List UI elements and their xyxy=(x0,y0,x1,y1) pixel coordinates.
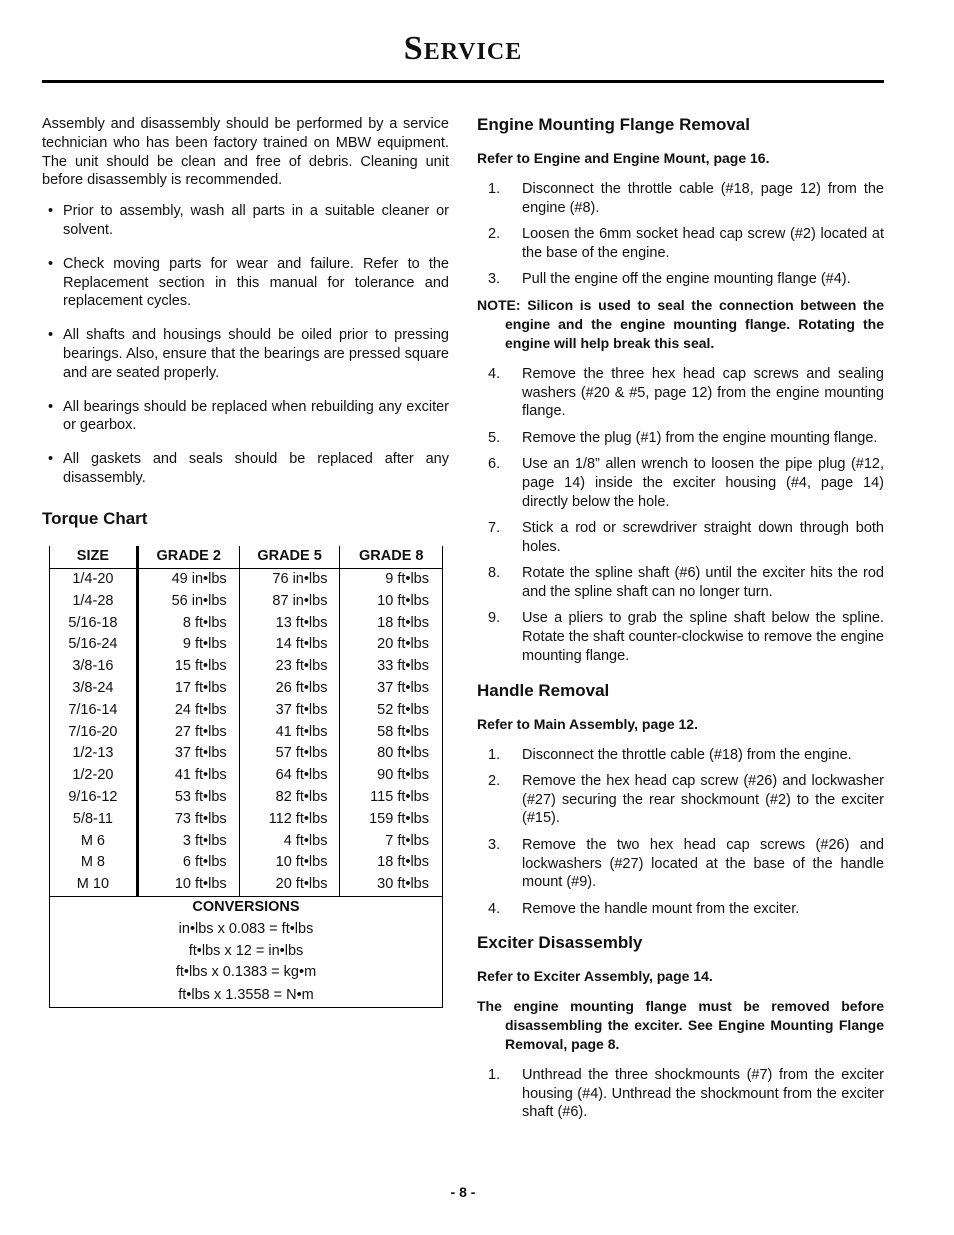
bullet-item xyxy=(42,255,449,311)
flange-reference: Refer to Engine and Engine Mount, page 16. xyxy=(477,150,770,166)
torque-row xyxy=(50,591,443,613)
size-cell: M 10 xyxy=(50,874,138,896)
torque-row xyxy=(50,569,443,591)
grade8-cell: 90 ft•lbs xyxy=(340,765,443,787)
grade2-cell: 9 ft•lbs xyxy=(137,634,239,656)
grade5-cell: 14 ft•lbs xyxy=(239,634,340,656)
size-cell: 7/16-14 xyxy=(50,700,138,722)
handle-step xyxy=(477,746,884,765)
bullet-item xyxy=(42,398,449,436)
grade2-cell: 10 ft•lbs xyxy=(137,874,239,896)
flange-step xyxy=(477,180,884,218)
bullet-item xyxy=(42,202,449,240)
step-number: 4. xyxy=(488,365,501,382)
step-text: Loosen the 6mm socket head cap screw (#2) located at the base of the engine. xyxy=(522,226,884,261)
prep-bullet-list xyxy=(42,202,449,488)
step-number: 8. xyxy=(488,565,501,582)
step-number: 1. xyxy=(488,746,501,763)
size-cell: 3/8-24 xyxy=(50,678,138,700)
grade2-cell: 56 in•lbs xyxy=(137,591,239,613)
torque-row xyxy=(50,787,443,809)
torque-row xyxy=(50,852,443,874)
step-text: Disconnect the throttle cable (#18, page 12) from the engine (#8). xyxy=(522,181,884,216)
conversion-row xyxy=(50,919,443,941)
size-cell: 1/2-13 xyxy=(50,743,138,765)
grade8-cell: 20 ft•lbs xyxy=(340,634,443,656)
step-text: Use an 1/8” allen wrench to loosen the pipe plug (#12, page 14) inside the exciter housing (#4, page 14) directly below the hole. xyxy=(522,456,884,510)
bullet-text: All gaskets and seals should be replaced after any disassembly. xyxy=(63,451,449,486)
right-column xyxy=(477,114,884,1130)
flange-steps-a xyxy=(477,180,884,289)
grade2-cell: 3 ft•lbs xyxy=(137,831,239,853)
torque-row xyxy=(50,700,443,722)
grade2-cell: 49 in•lbs xyxy=(137,569,239,591)
grade5-cell: 112 ft•lbs xyxy=(239,809,340,831)
grade8-cell: 7 ft•lbs xyxy=(340,831,443,853)
grade8-cell: 18 ft•lbs xyxy=(340,613,443,635)
bullet-icon: • xyxy=(48,203,54,220)
bullet-text: All bearings should be replaced when rebuilding any exciter or gearbox. xyxy=(63,398,449,434)
col-header-size: SIZE xyxy=(50,546,138,569)
size-cell: 7/16-20 xyxy=(50,722,138,744)
step-number: 1. xyxy=(488,181,501,197)
step-text: Stick a rod or screwdriver straight down through both holes. xyxy=(522,519,884,555)
step-number: 2. xyxy=(488,226,501,243)
page-title: Service xyxy=(403,30,523,67)
grade8-cell: 30 ft•lbs xyxy=(340,874,443,896)
bullet-text: Check moving parts for wear and failure. Refer to the Replacement section in this manual for tolerance and replacement cycles. xyxy=(63,255,449,310)
flange-step xyxy=(477,564,884,602)
grade8-cell: 9 ft•lbs xyxy=(340,569,443,591)
torque-row xyxy=(50,809,443,831)
intro-paragraph: Assembly and disassembly should be performed by a service technician who has been factory trained on MBW equipment. The unit should be clean and free of debris. Cleaning unit before disassembly is recommended. xyxy=(42,116,449,189)
conversion-formula: ft•lbs x 12 = in•lbs xyxy=(50,941,443,963)
grade8-cell: 80 ft•lbs xyxy=(340,743,443,765)
handle-heading: Handle Removal xyxy=(477,680,610,700)
col-header-grade5: GRADE 5 xyxy=(239,546,340,569)
size-cell: 5/8-11 xyxy=(50,809,138,831)
size-cell: 3/8-16 xyxy=(50,656,138,678)
step-text: Unthread the three shockmounts (#7) from the exciter housing (#4). Unthread the shockmount from the exciter shaft (#6). xyxy=(522,1066,884,1121)
exciter-heading: Exciter Disassembly xyxy=(477,933,643,953)
flange-step xyxy=(477,365,884,421)
grade5-cell: 37 ft•lbs xyxy=(239,700,340,722)
bullet-icon: • xyxy=(48,451,54,468)
handle-step xyxy=(477,836,884,892)
conversion-formula: ft•lbs x 1.3558 = N•m xyxy=(50,984,443,1008)
step-text: Remove the three hex head cap screws and sealing washers (#20 & #5, page 12) from the engine mounting flange. xyxy=(522,365,884,420)
exciter-reference: Refer to Exciter Assembly, page 14. xyxy=(477,968,713,985)
step-number: 7. xyxy=(488,519,501,536)
step-text: Remove the plug (#1) from the engine mounting flange. xyxy=(522,429,878,446)
size-cell: 9/16-12 xyxy=(50,787,138,809)
grade5-cell: 23 ft•lbs xyxy=(239,656,340,678)
grade2-cell: 27 ft•lbs xyxy=(137,722,239,744)
size-cell: 1/4-28 xyxy=(50,591,138,613)
torque-row xyxy=(50,874,443,896)
step-number: 5. xyxy=(488,429,501,446)
bullet-text: Prior to assembly, wash all parts in a suitable cleaner or solvent. xyxy=(63,203,449,238)
grade2-cell: 6 ft•lbs xyxy=(137,852,239,874)
torque-row xyxy=(50,613,443,635)
grade5-cell: 41 ft•lbs xyxy=(239,722,340,744)
step-number: 3. xyxy=(488,836,501,853)
torque-header-row xyxy=(50,546,443,569)
grade8-cell: 159 ft•lbs xyxy=(340,809,443,831)
handle-step xyxy=(477,772,884,828)
torque-table xyxy=(49,546,443,1008)
grade5-cell: 87 in•lbs xyxy=(239,591,340,613)
torque-row xyxy=(50,743,443,765)
flange-steps-b xyxy=(477,365,884,666)
handle-steps xyxy=(477,746,884,919)
grade2-cell: 24 ft•lbs xyxy=(137,700,239,722)
handle-step xyxy=(477,900,884,919)
grade2-cell: 53 ft•lbs xyxy=(137,787,239,809)
conversion-formula: ft•lbs x 0.1383 = kg•m xyxy=(50,962,443,984)
bullet-icon: • xyxy=(48,327,54,344)
grade2-cell: 8 ft•lbs xyxy=(137,613,239,635)
grade8-cell: 52 ft•lbs xyxy=(340,700,443,722)
grade8-cell: 58 ft•lbs xyxy=(340,722,443,744)
bullet-item xyxy=(42,450,449,488)
grade5-cell: 57 ft•lbs xyxy=(239,743,340,765)
step-text: Rotate the spline shaft (#6) until the exciter hits the rod and the spline shaft can no longer turn. xyxy=(522,565,884,600)
flange-step xyxy=(477,270,884,289)
conversion-formula: in•lbs x 0.083 = ft•lbs xyxy=(50,919,443,941)
size-cell: 1/2-20 xyxy=(50,765,138,787)
conversions-heading: CONVERSIONS xyxy=(50,896,443,918)
flange-note: NOTE: Silicon is used to seal the connection between the engine and the engine mounting flange. Rotating the engine will help break this seal. xyxy=(477,297,884,352)
torque-row xyxy=(50,722,443,744)
step-number: 9. xyxy=(488,610,501,627)
grade8-cell: 33 ft•lbs xyxy=(340,656,443,678)
title-rule xyxy=(42,80,884,83)
step-number: 6. xyxy=(488,456,501,473)
grade8-cell: 10 ft•lbs xyxy=(340,591,443,613)
torque-row xyxy=(50,765,443,787)
flange-heading: Engine Mounting Flange Removal xyxy=(477,115,750,134)
grade5-cell: 20 ft•lbs xyxy=(239,874,340,896)
step-number: 4. xyxy=(488,900,501,917)
flange-step xyxy=(477,609,884,665)
torque-row xyxy=(50,634,443,656)
grade5-cell: 82 ft•lbs xyxy=(239,787,340,809)
grade2-cell: 37 ft•lbs xyxy=(137,743,239,765)
step-number: 3. xyxy=(488,271,501,288)
size-cell: 5/16-18 xyxy=(50,613,138,635)
conversion-row xyxy=(50,941,443,963)
step-text: Use a pliers to grab the spline shaft below the spline. Rotate the shaft counter-clockwise to remove the engine mounting flange. xyxy=(522,610,884,664)
flange-step xyxy=(477,225,884,263)
size-cell: M 6 xyxy=(50,831,138,853)
grade2-cell: 73 ft•lbs xyxy=(137,809,239,831)
exciter-step xyxy=(477,1066,884,1122)
grade2-cell: 17 ft•lbs xyxy=(137,678,239,700)
conversions-header-row xyxy=(50,896,443,918)
flange-step xyxy=(477,519,884,557)
grade2-cell: 41 ft•lbs xyxy=(137,765,239,787)
exciter-steps xyxy=(477,1066,884,1122)
step-text: Disconnect the throttle cable (#18) from the engine. xyxy=(522,746,852,763)
torque-row xyxy=(50,656,443,678)
torque-row xyxy=(50,678,443,700)
grade2-cell: 15 ft•lbs xyxy=(137,656,239,678)
handle-reference: Refer to Main Assembly, page 12. xyxy=(477,715,698,732)
grade5-cell: 26 ft•lbs xyxy=(239,678,340,700)
grade5-cell: 10 ft•lbs xyxy=(239,852,340,874)
grade5-cell: 4 ft•lbs xyxy=(239,831,340,853)
step-text: Remove the handle mount from the exciter. xyxy=(522,900,800,917)
page-number: - 8 - xyxy=(450,1184,476,1200)
step-text: Pull the engine off the engine mounting flange (#4). xyxy=(522,271,851,288)
size-cell: 1/4-20 xyxy=(50,569,138,591)
grade5-cell: 76 in•lbs xyxy=(239,569,340,591)
bullet-item xyxy=(42,326,449,382)
conversion-row xyxy=(50,962,443,984)
conversion-row xyxy=(50,984,443,1008)
col-header-grade2: GRADE 2 xyxy=(137,546,239,569)
bullet-text: All shafts and housings should be oiled prior to pressing bearings. Also, ensure that the bearings are pressed square and are seated properly. xyxy=(63,327,449,381)
step-text: Remove the hex head cap screw (#26) and lockwasher (#27) securing the rear shockmount (#2) to the exciter (#15). xyxy=(522,772,884,827)
grade8-cell: 37 ft•lbs xyxy=(340,678,443,700)
step-text: Remove the two hex head cap screws (#26) and lockwashers (#27) located at the base of the handle mount (#9). xyxy=(522,836,884,891)
grade8-cell: 18 ft•lbs xyxy=(340,852,443,874)
left-column xyxy=(42,115,449,530)
col-header-grade8: GRADE 8 xyxy=(340,546,443,569)
torque-row xyxy=(50,831,443,853)
exciter-note: The engine mounting flange must be removed before disassembling the exciter. See Engine Mounting Flange Removal, page 8. xyxy=(477,998,884,1052)
bullet-icon: • xyxy=(48,255,54,272)
bullet-icon: • xyxy=(48,398,54,415)
size-cell: 5/16-24 xyxy=(50,634,138,656)
grade5-cell: 13 ft•lbs xyxy=(239,613,340,635)
grade8-cell: 115 ft•lbs xyxy=(340,787,443,809)
flange-step xyxy=(477,455,884,511)
flange-step xyxy=(477,429,884,448)
size-cell: M 8 xyxy=(50,852,138,874)
torque-chart-heading: Torque Chart xyxy=(42,508,148,528)
grade5-cell: 64 ft•lbs xyxy=(239,765,340,787)
step-number: 1. xyxy=(488,1066,501,1083)
step-number: 2. xyxy=(488,772,501,789)
